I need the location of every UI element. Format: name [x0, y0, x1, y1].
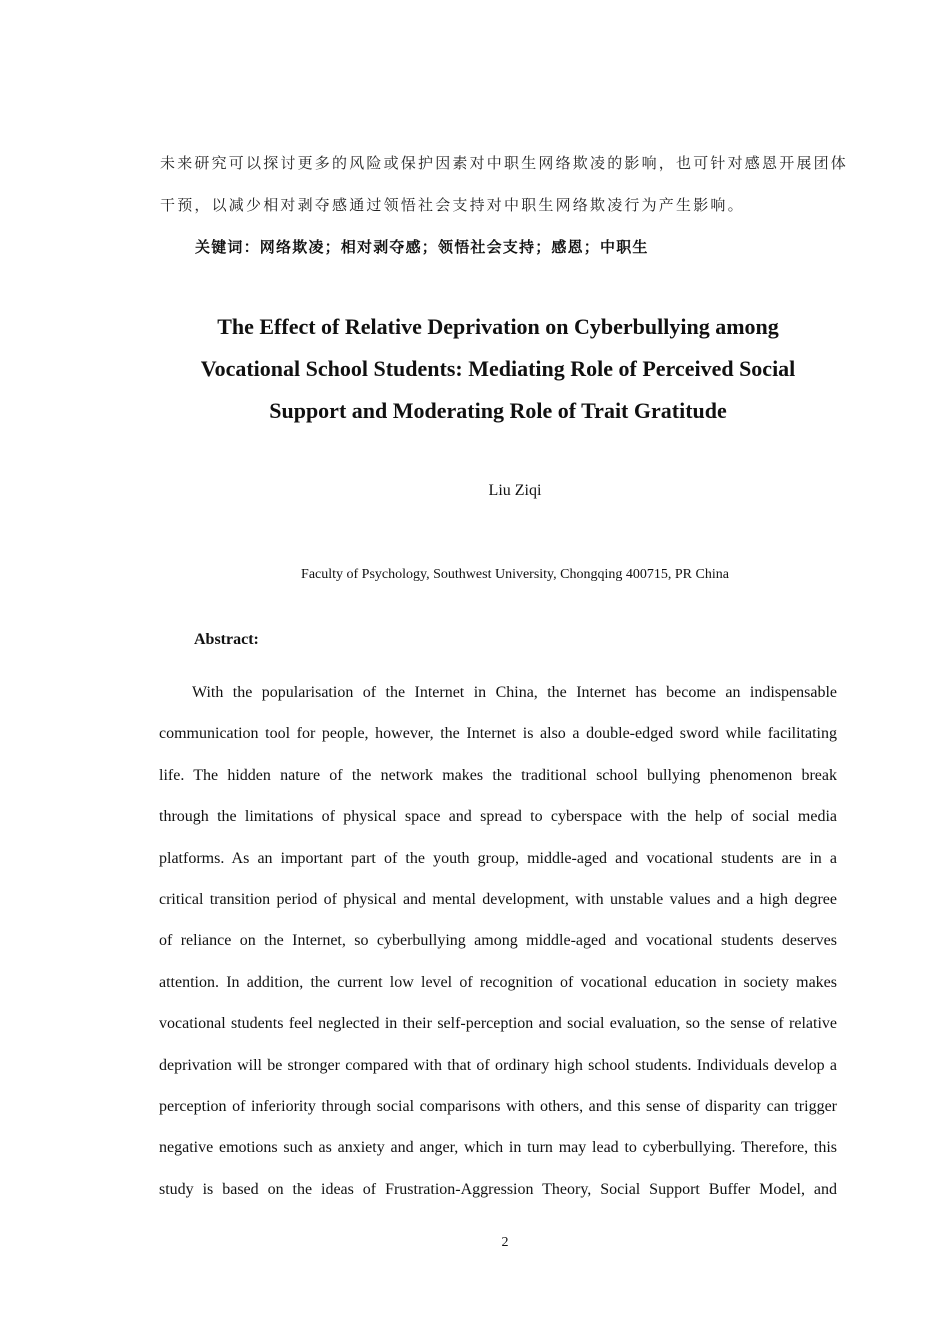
abstract-line: platforms. As an important part of the youth group, middle-aged and vocational students are in a	[159, 849, 837, 867]
abstract-line: With the popularisation of the Internet in China, the Internet has become an indispensable	[192, 684, 837, 701]
paper-title	[160, 306, 836, 432]
abstract-line: through the limitations of physical space and spread to cyberspace with the help of social media	[159, 808, 837, 826]
author-affiliation: Faculty of Psychology, Southwest University, Chongqing 400715, PR China	[301, 567, 729, 582]
paper-title-line-2: Vocational School Students: Mediating Role of Perceived Social	[200, 356, 796, 381]
chinese-abstract-line-1: 未来研究可以探讨更多的风险或保护因素对中职生网络欺凌的影响，也可针对感恩开展团体	[160, 154, 849, 172]
abstract-line: critical transition period of physical and mental development, with unstable values and a high degree	[159, 890, 837, 908]
abstract-line: communication tool for people, however, the Internet is also a double-edged sword while facilitating	[159, 725, 837, 743]
abstract-line: perception of inferiority through social comparisons with others, and this sense of disparity can trigger	[159, 1097, 837, 1115]
abstract-line: negative emotions such as anxiety and anger, which in turn may lead to cyberbullying. Therefore, this	[159, 1139, 837, 1157]
paper-title-line-3: Support and Moderating Role of Trait Gratitude	[269, 398, 727, 423]
abstract-line: vocational students feel neglected in their self-perception and social evaluation, so the sense of relative	[159, 1015, 837, 1033]
chinese-keywords: 关键词：网络欺凌；相对剥夺感；领悟社会支持；感恩；中职生	[195, 238, 649, 256]
abstract-line: attention. In addition, the current low level of recognition of vocational education in society makes	[159, 973, 837, 991]
page-number: 2	[501, 1235, 509, 1250]
paper-title-line-1: The Effect of Relative Deprivation on Cyberbullying among	[217, 314, 779, 339]
abstract-line: study is based on the ideas of Frustration-Aggression Theory, Social Support Buffer Model, and	[159, 1180, 837, 1198]
abstract-heading: Abstract:	[194, 631, 259, 648]
abstract-line: life. The hidden nature of the network makes the traditional school bullying phenomenon break	[159, 766, 837, 784]
abstract-line: deprivation will be stronger compared with that of ordinary high school students. Individuals develop a	[159, 1056, 837, 1074]
author-name: Liu Ziqi	[488, 482, 542, 499]
chinese-abstract-line-2: 干预，以减少相对剥夺感通过领悟社会支持对中职生网络欺凌行为产生影响。	[160, 196, 745, 214]
abstract-line: of reliance on the Internet, so cyberbullying among middle-aged and vocational students deserves	[159, 932, 837, 950]
abstract-body	[159, 672, 837, 1210]
